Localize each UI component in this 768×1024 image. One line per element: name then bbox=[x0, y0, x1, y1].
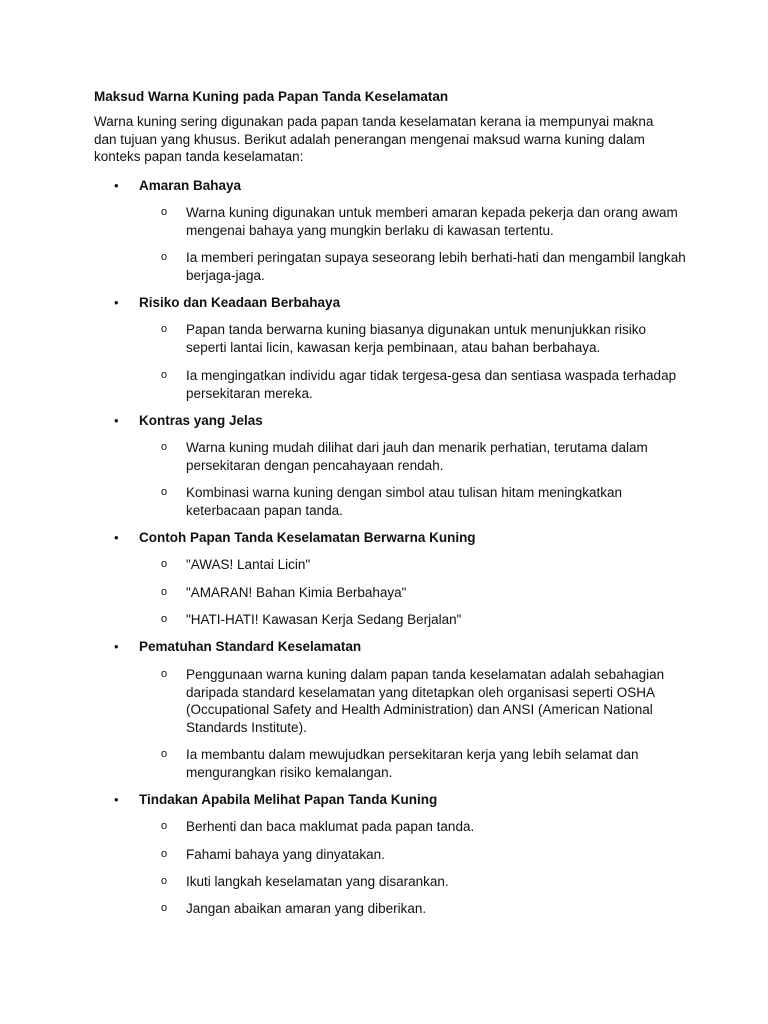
sub-bullet-icon: o bbox=[161, 902, 168, 914]
section-heading: Amaran Bahaya bbox=[139, 178, 242, 193]
intro-paragraph: Warna kuning sering digunakan pada papan tanda keselamatan kerana ia mempunyai makna dan tujuan yang khusus. Berikut adalah penerangan mengenai maksud warna kuning dalam konteks papan tanda keselamatan: bbox=[94, 114, 654, 165]
sub-bullet-icon: o bbox=[161, 558, 168, 570]
bullet-icon: • bbox=[114, 413, 119, 428]
bullet-icon: • bbox=[114, 792, 119, 807]
list-item: Warna kuning digunakan untuk memberi amaran kepada pekerja dan orang awam mengenai bahaya yang mungkin berlaku di kawasan tertentu. bbox=[186, 205, 678, 238]
sub-bullet-icon: o bbox=[161, 586, 168, 598]
sub-bullet-icon: o bbox=[161, 748, 168, 760]
list-item: "AMARAN! Bahan Kimia Berbahaya" bbox=[186, 585, 407, 600]
list-item: Berhenti dan baca maklumat pada papan tanda. bbox=[186, 819, 475, 834]
bullet-icon: • bbox=[114, 639, 119, 654]
sub-bullet-icon: o bbox=[161, 369, 168, 381]
list-item: Jangan abaikan amaran yang diberikan. bbox=[186, 901, 427, 916]
sub-bullet-icon: o bbox=[161, 613, 168, 625]
sub-bullet-icon: o bbox=[161, 668, 168, 680]
document-title: Maksud Warna Kuning pada Papan Tanda Keselamatan bbox=[94, 89, 449, 104]
sub-bullet-icon: o bbox=[161, 323, 168, 335]
sub-bullet-icon: o bbox=[161, 206, 168, 218]
bullet-icon: • bbox=[114, 178, 119, 193]
section-heading: Pematuhan Standard Keselamatan bbox=[139, 639, 362, 654]
sub-bullet-icon: o bbox=[161, 875, 168, 887]
list-item: "HATI-HATI! Kawasan Kerja Sedang Berjalan" bbox=[186, 612, 462, 627]
list-item: Ia mengingatkan individu agar tidak tergesa-gesa dan sentiasa waspada terhadap persekitaran mereka. bbox=[186, 368, 677, 401]
section-heading: Risiko dan Keadaan Berbahaya bbox=[139, 295, 341, 310]
list-item: Papan tanda berwarna kuning biasanya digunakan untuk menunjukkan risiko seperti lantai licin, kawasan kerja pembinaan, atau bahan berbahaya. bbox=[186, 322, 647, 355]
list-item: Kombinasi warna kuning dengan simbol atau tulisan hitam meningkatkan keterbacaan papan tanda. bbox=[186, 485, 623, 518]
bullet-icon: • bbox=[114, 530, 119, 545]
list-item: "AWAS! Lantai Licin" bbox=[186, 557, 311, 572]
sub-bullet-icon: o bbox=[161, 441, 168, 453]
list-item: Warna kuning mudah dilihat dari jauh dan menarik perhatian, terutama dalam persekitaran dengan pencahayaan rendah. bbox=[186, 440, 648, 473]
sub-bullet-icon: o bbox=[161, 848, 168, 860]
section-heading: Contoh Papan Tanda Keselamatan Berwarna Kuning bbox=[139, 530, 476, 545]
list-item: Ia membantu dalam mewujudkan persekitaran kerja yang lebih selamat dan mengurangkan risiko kemalangan. bbox=[186, 747, 639, 780]
section-heading: Kontras yang Jelas bbox=[139, 413, 263, 428]
list-item: Ikuti langkah keselamatan yang disarankan. bbox=[186, 874, 449, 889]
bullet-icon: • bbox=[114, 295, 119, 310]
list-item: Ia memberi peringatan supaya seseorang lebih berhati-hati dan mengambil langkah berjaga-jaga. bbox=[186, 250, 686, 283]
sub-bullet-icon: o bbox=[161, 251, 168, 263]
section-heading: Tindakan Apabila Melihat Papan Tanda Kuning bbox=[139, 792, 438, 807]
sub-bullet-icon: o bbox=[161, 486, 168, 498]
list-item: Penggunaan warna kuning dalam papan tanda keselamatan adalah sebahagian daripada standard keselamatan yang ditetapkan oleh organisasi seperti OSHA (Occupational Safety and Health Administration) dan ANSI (American National Standards Institute). bbox=[186, 667, 665, 735]
list-item: Fahami bahaya yang dinyatakan. bbox=[186, 847, 385, 862]
sub-bullet-icon: o bbox=[161, 820, 168, 832]
